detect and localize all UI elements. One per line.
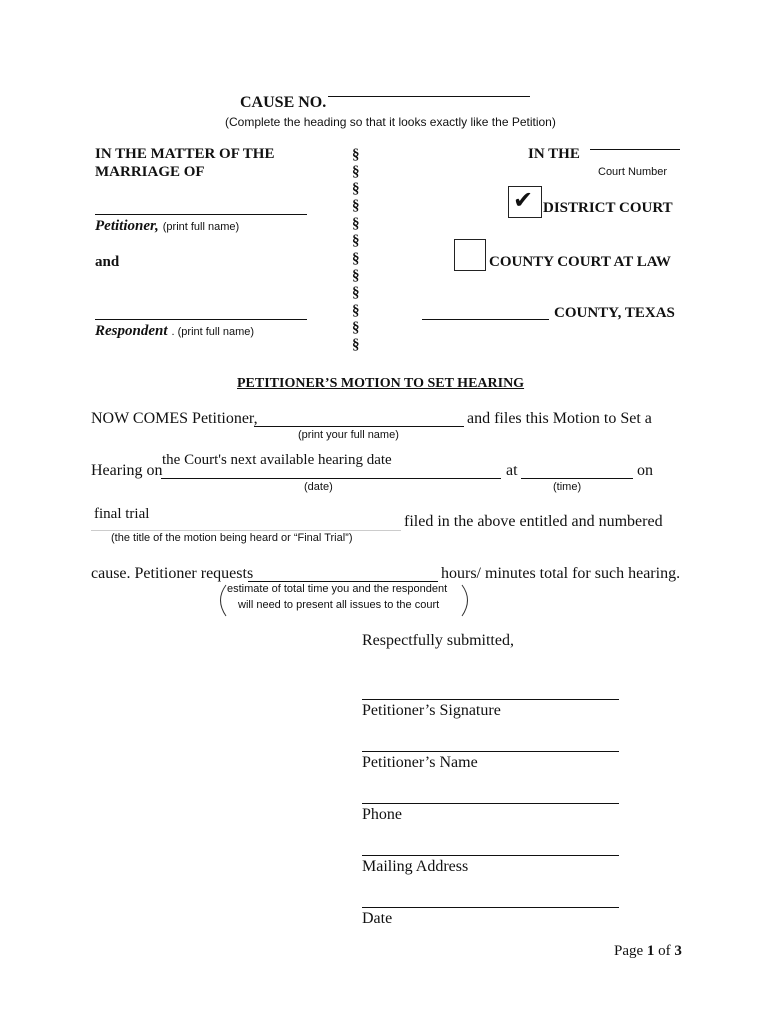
page-total: 3 <box>674 943 682 959</box>
county-name-field[interactable] <box>422 319 549 320</box>
date-field[interactable] <box>362 907 619 908</box>
in-the-label: IN THE <box>528 146 580 162</box>
heading-instruction: (Complete the heading so that it looks exactly like the Petition) <box>225 115 556 129</box>
petitioner-name-field[interactable] <box>95 214 307 215</box>
matter-line-2: MARRIAGE OF <box>95 164 205 180</box>
print-name-hint: (print your full name) <box>298 429 399 441</box>
phone-field[interactable] <box>362 803 619 804</box>
respondent-label-group <box>95 322 254 340</box>
section-symbol: § <box>352 147 360 163</box>
district-court-label: DISTRICT COURT <box>543 200 673 216</box>
name-label: Petitioner’s Name <box>362 754 478 771</box>
on-text: on <box>637 462 653 479</box>
section-symbol: § <box>352 164 360 180</box>
now-comes-text: NOW COMES Petitioner, <box>91 410 258 427</box>
at-text: at <box>506 462 518 479</box>
section-symbol: § <box>352 181 360 197</box>
estimate-hint-line-1: estimate of total time you and the respondent <box>227 583 448 595</box>
cause-no-field[interactable] <box>328 96 530 97</box>
petitioner-hint: (print full name) <box>162 221 240 233</box>
page-current: 1 <box>646 943 655 959</box>
petitioner-label: Petitioner, <box>95 218 159 234</box>
respondent-name-field[interactable] <box>95 319 307 320</box>
motion-title-value[interactable]: final trial <box>94 506 150 522</box>
section-symbol: § <box>352 303 360 319</box>
hours-text: hours/ minutes total for such hearing. <box>441 565 681 582</box>
mailing-address-field[interactable] <box>362 855 619 856</box>
hearing-date-field[interactable] <box>161 478 501 479</box>
page-number <box>614 943 682 960</box>
signature-label: Petitioner’s Signature <box>362 702 501 719</box>
time-hint: (time) <box>553 481 582 493</box>
county-texas-label: COUNTY, TEXAS <box>554 305 675 321</box>
respondent-label: Respondent <box>95 323 168 339</box>
section-symbol: § <box>352 233 360 249</box>
motion-title: PETITIONER’S MOTION TO SET HEARING <box>237 376 525 391</box>
court-number-label: Court Number <box>598 166 668 178</box>
hearing-date-value[interactable]: the Court's next available hearing date <box>162 452 392 468</box>
hearing-on-text: Hearing on <box>91 462 163 479</box>
section-symbol: § <box>352 268 360 284</box>
section-symbol: § <box>352 285 360 301</box>
section-symbol: § <box>352 337 360 353</box>
petitioner-full-name-field[interactable] <box>254 426 464 427</box>
county-court-at-law-label: COUNTY COURT AT LAW <box>489 254 671 270</box>
section-symbol: § <box>352 251 360 267</box>
respondent-hint: . (print full name) <box>171 326 255 338</box>
page-of: of <box>658 943 671 959</box>
signature-field[interactable] <box>362 699 619 700</box>
matter-line-1: IN THE MATTER OF THE <box>95 146 275 162</box>
court-number-field[interactable] <box>590 149 680 150</box>
cause-no-label: CAUSE NO. <box>240 94 327 111</box>
page-prefix: Page <box>614 943 644 959</box>
name-field[interactable] <box>362 751 619 752</box>
phone-label: Phone <box>362 806 402 823</box>
cause-requests-text: cause. Petitioner requests <box>91 565 254 582</box>
date-label: Date <box>362 910 393 927</box>
respectfully-submitted: Respectfully submitted, <box>362 632 514 649</box>
county-court-at-law-checkbox[interactable] <box>454 239 486 271</box>
petitioner-label-group <box>95 217 239 235</box>
section-symbol: § <box>352 320 360 336</box>
motion-title-hint: (the title of the motion being heard or “Final Trial”) <box>111 532 353 544</box>
estimate-hint-line-2: will need to present all issues to the court <box>238 599 440 611</box>
filed-text: filed in the above entitled and numbered <box>404 513 663 530</box>
check-mark-icon: ✔ <box>513 186 534 214</box>
section-symbol: § <box>352 198 360 214</box>
section-symbol: § <box>352 216 360 232</box>
hearing-time-field[interactable] <box>521 478 633 479</box>
and-files-text: and files this Motion to Set a <box>467 410 652 427</box>
and-label: and <box>95 254 120 270</box>
district-court-checkbox[interactable] <box>508 186 542 218</box>
motion-title-field[interactable] <box>91 530 401 531</box>
mailing-address-label: Mailing Address <box>362 858 469 875</box>
date-hint: (date) <box>304 481 333 493</box>
